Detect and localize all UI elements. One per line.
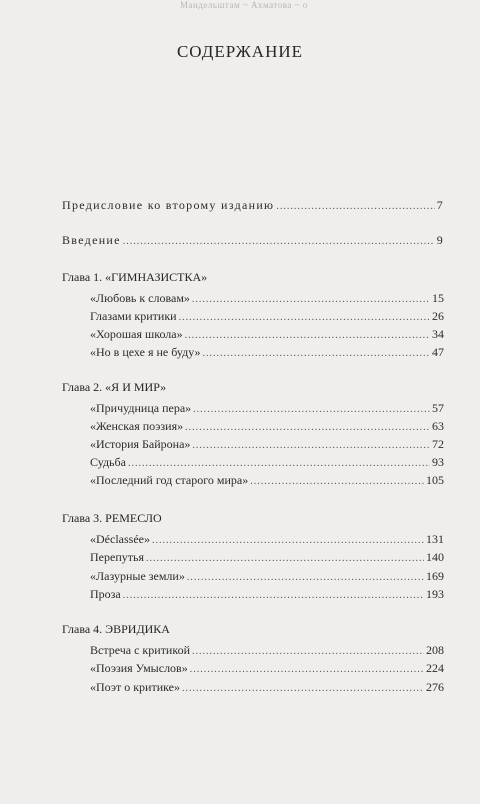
toc-item-page: 131 bbox=[426, 532, 444, 546]
leader-dots bbox=[192, 292, 430, 307]
toc-item[interactable] bbox=[90, 569, 444, 585]
toc-item[interactable] bbox=[90, 661, 444, 677]
toc-item-title: «Поэзия Умыслов» bbox=[90, 661, 188, 675]
toc-item-title: «Причудница пера» bbox=[90, 401, 192, 415]
leader-dots bbox=[187, 570, 424, 585]
toc-item-page: 72 bbox=[432, 437, 444, 451]
bleed-through-text bbox=[318, 44, 468, 54]
toc-item[interactable] bbox=[90, 587, 444, 603]
leader-dots bbox=[190, 662, 424, 677]
leader-dots bbox=[193, 402, 430, 417]
toc-item-title: «Любовь к словам» bbox=[90, 291, 190, 305]
toc-item-page: 57 bbox=[432, 401, 444, 415]
toc-item[interactable] bbox=[90, 680, 444, 696]
toc-item-title: «Déclassée» bbox=[90, 532, 150, 546]
toc-item-page: 34 bbox=[432, 327, 444, 341]
toc-entry-title: Введение bbox=[62, 233, 121, 247]
toc-item-title: Проза bbox=[90, 587, 121, 601]
toc-item[interactable] bbox=[90, 455, 444, 471]
toc-item-title: «Последний год старого мира» bbox=[90, 473, 249, 487]
toc-item[interactable] bbox=[90, 473, 444, 489]
toc-item[interactable] bbox=[90, 291, 444, 307]
leader-dots bbox=[185, 420, 430, 435]
toc-item[interactable] bbox=[90, 643, 444, 659]
leader-dots bbox=[203, 346, 430, 361]
leader-dots bbox=[146, 551, 424, 566]
toc-item-title: «История Байрона» bbox=[90, 437, 191, 451]
toc-item-page: 47 bbox=[432, 345, 444, 359]
toc-item-page: 224 bbox=[426, 661, 444, 675]
leader-dots bbox=[152, 533, 424, 548]
toc-item-page: 105 bbox=[426, 473, 444, 487]
toc-item-title: «Поэт о критике» bbox=[90, 680, 180, 694]
toc-item-page: 169 bbox=[426, 569, 444, 583]
toc-item-page: 63 bbox=[432, 419, 444, 433]
toc-item-title: «Хорошая школа» bbox=[90, 327, 183, 341]
toc-item[interactable] bbox=[90, 532, 444, 548]
toc-item[interactable] bbox=[90, 419, 444, 435]
leader-dots bbox=[182, 681, 424, 696]
leader-dots bbox=[179, 310, 430, 325]
leader-dots bbox=[250, 474, 424, 489]
toc-item-title: Встреча с критикой bbox=[90, 643, 190, 657]
chapter-heading: Глава 2. «Я И МИР» bbox=[62, 380, 167, 394]
toc-item-page: 15 bbox=[432, 291, 444, 305]
toc-item[interactable] bbox=[90, 309, 444, 325]
toc-item-title: Перепутья bbox=[90, 550, 144, 564]
leader-dots bbox=[128, 456, 430, 471]
toc-item-page: 140 bbox=[426, 550, 444, 564]
toc-item-page: 208 bbox=[426, 643, 444, 657]
chapter-heading: Глава 4. ЭВРИДИКА bbox=[62, 622, 170, 636]
toc-entry-page: 9 bbox=[436, 233, 444, 247]
toc-entry-page: 7 bbox=[436, 198, 444, 212]
toc-item[interactable] bbox=[90, 345, 444, 361]
running-head: Мандельштам ~ Ахматова ~ о bbox=[180, 0, 308, 10]
toc-entry-title: Предисловие ко второму изданию bbox=[62, 198, 275, 212]
toc-item-title: «Но в цехе я не буду» bbox=[90, 345, 201, 359]
toc-item[interactable] bbox=[90, 550, 444, 566]
chapter-heading: Глава 3. РЕМЕСЛО bbox=[62, 511, 162, 525]
toc-item[interactable] bbox=[90, 437, 444, 453]
toc-item-page: 276 bbox=[426, 680, 444, 694]
toc-item-title: «Лазурные земли» bbox=[90, 569, 185, 583]
leader-dots bbox=[123, 234, 435, 249]
page-title: СОДЕРЖАНИЕ bbox=[176, 42, 304, 61]
toc-entry-preface[interactable] bbox=[62, 198, 444, 214]
chapter-heading: Глава 1. «ГИМНАЗИСТКА» bbox=[62, 270, 208, 284]
toc-item[interactable] bbox=[90, 401, 444, 417]
toc-item-page: 193 bbox=[426, 587, 444, 601]
leader-dots bbox=[276, 199, 434, 214]
toc-item-title: Судьба bbox=[90, 455, 126, 469]
leader-dots bbox=[192, 438, 430, 453]
leader-dots bbox=[123, 588, 424, 603]
leader-dots bbox=[185, 328, 430, 343]
toc-item-page: 93 bbox=[432, 455, 444, 469]
toc-item-title: «Женская поэзия» bbox=[90, 419, 184, 433]
toc-item[interactable] bbox=[90, 327, 444, 343]
leader-dots bbox=[192, 644, 424, 659]
toc-entry-introduction[interactable] bbox=[62, 233, 444, 249]
toc-item-page: 26 bbox=[432, 309, 444, 323]
toc-item-title: Глазами критики bbox=[90, 309, 177, 323]
